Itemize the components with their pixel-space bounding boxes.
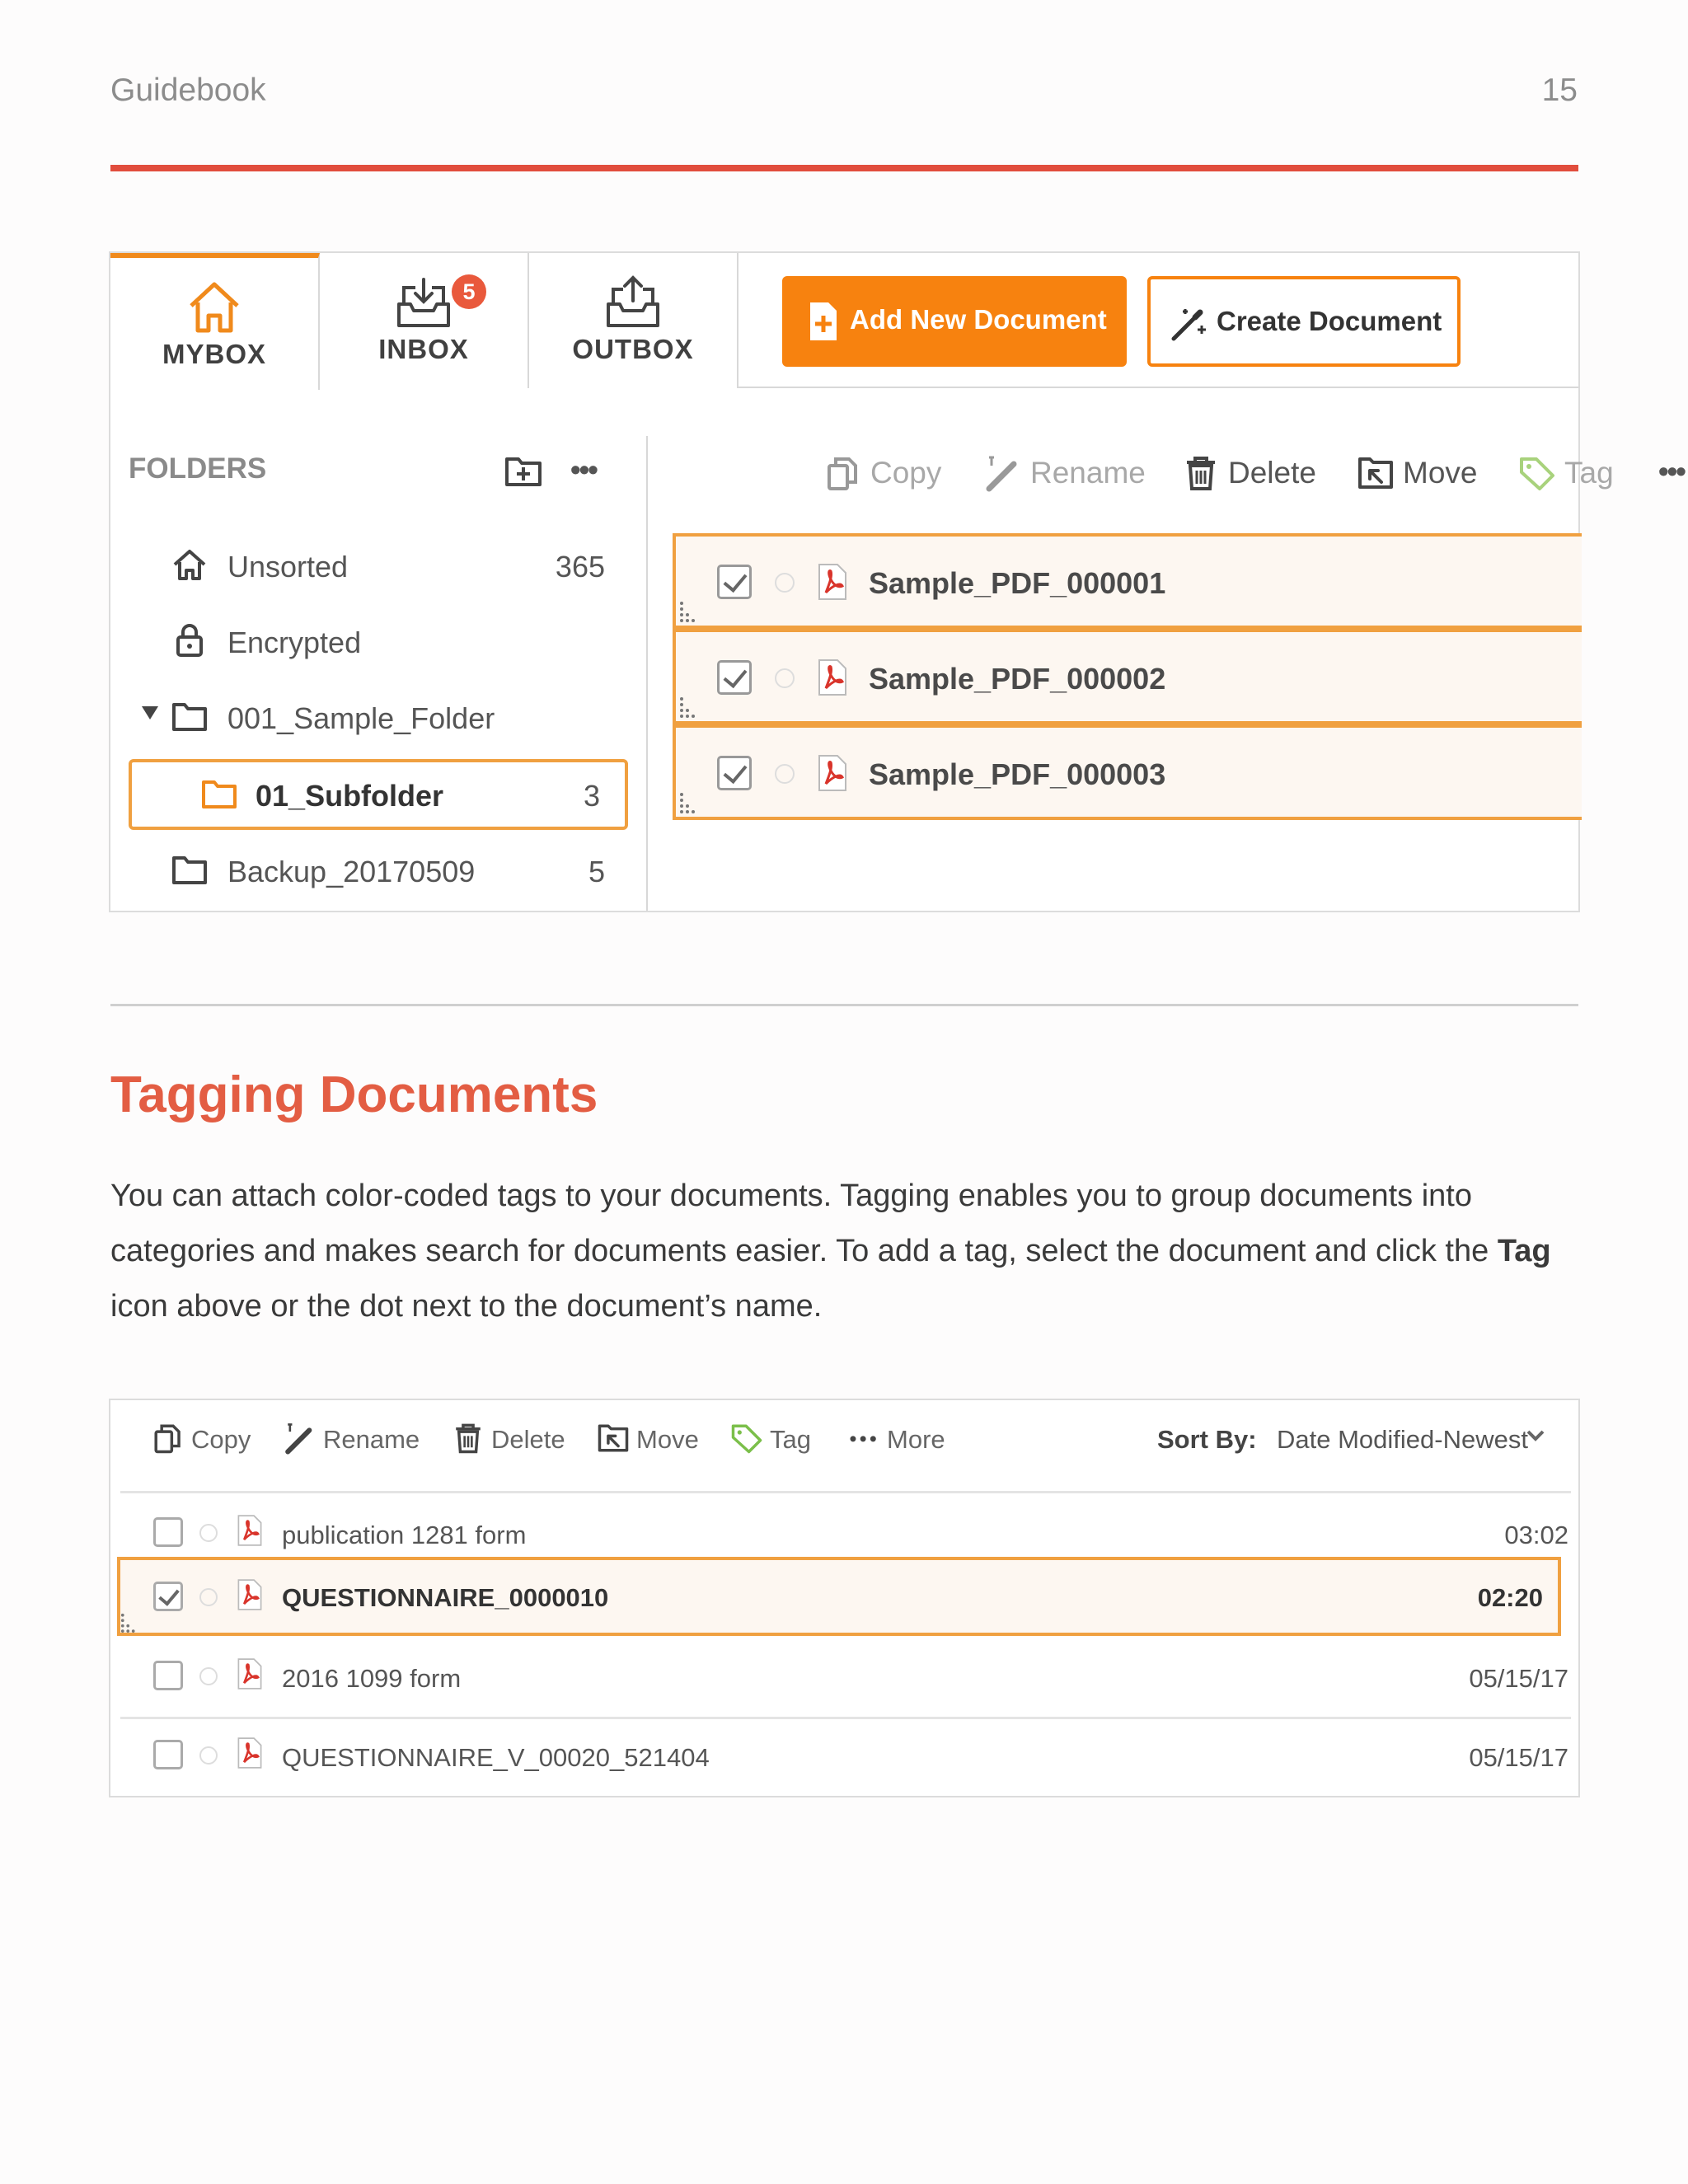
trash-icon — [452, 1422, 485, 1455]
tag-dot[interactable] — [775, 573, 795, 593]
magic-wand-icon — [1170, 304, 1208, 342]
lock-icon — [171, 624, 208, 657]
move-icon — [1357, 454, 1395, 492]
copy-icon — [824, 454, 862, 492]
drag-handle-icon[interactable] — [679, 792, 701, 813]
tag-label: Tag — [770, 1425, 811, 1454]
rename-label: Rename — [323, 1425, 420, 1454]
copy-label: Copy — [191, 1425, 251, 1454]
folder-count: 5 — [588, 855, 605, 888]
tag-dot[interactable] — [775, 764, 795, 784]
document-checkbox[interactable] — [717, 660, 752, 695]
add-new-document-button[interactable] — [782, 276, 1127, 367]
folder-label: 001_Sample_Folder — [227, 701, 495, 735]
tag-dot[interactable] — [775, 668, 795, 688]
delete-label: Delete — [491, 1425, 565, 1454]
inbox-badge: 5 — [452, 274, 486, 309]
document-row[interactable] — [673, 724, 1582, 820]
more-button[interactable]: ••• — [1658, 454, 1685, 488]
app-screenshot-mybox — [109, 251, 1685, 912]
folder-count: 365 — [555, 550, 605, 583]
document-date: 05/15/17 — [1469, 1664, 1568, 1693]
document-row[interactable] — [673, 533, 1582, 629]
pencil-icon — [284, 1422, 316, 1455]
document-row-selected[interactable] — [117, 1557, 1561, 1636]
drag-handle-icon[interactable] — [679, 696, 701, 718]
move-icon — [597, 1422, 630, 1455]
new-folder-icon[interactable] — [504, 452, 542, 487]
tag-dot[interactable] — [199, 1588, 218, 1606]
folder-item-001-sample-folder[interactable] — [110, 687, 646, 752]
copy-label: Copy — [870, 456, 942, 490]
section-divider — [110, 1004, 1578, 1006]
rename-label: Rename — [1030, 456, 1146, 490]
pdf-icon — [236, 1657, 264, 1690]
inbox-download-icon — [392, 271, 455, 334]
folders-pane — [110, 436, 648, 911]
folders-title: FOLDERS — [129, 452, 267, 485]
paragraph-text: You can attach color-coded tags to your documents. Tagging enables you to group documents into categories and makes search for documents easier. To add a tag, select the document and click the — [110, 1179, 1498, 1268]
drag-handle-icon[interactable] — [120, 1613, 140, 1633]
pdf-icon — [816, 754, 849, 792]
document-checkbox[interactable] — [153, 1661, 183, 1690]
copy-icon — [152, 1422, 185, 1455]
tab-mybox[interactable] — [110, 253, 320, 390]
document-name: Sample_PDF_000001 — [869, 566, 1166, 600]
tab-inbox[interactable] — [320, 253, 529, 388]
create-button-label: Create Document — [1217, 306, 1442, 336]
create-document-button[interactable] — [1147, 276, 1461, 367]
pdf-icon — [236, 1578, 264, 1611]
document-row[interactable] — [110, 1718, 1580, 1797]
document-name: 2016 1099 form — [282, 1664, 462, 1693]
document-name: QUESTIONNAIRE_V_00020_521404 — [282, 1743, 710, 1772]
tab-bar — [110, 253, 1578, 388]
document-toolbar — [110, 1400, 1578, 1491]
folder-item-01-subfolder[interactable] — [129, 759, 628, 830]
tag-dot[interactable] — [199, 1746, 218, 1765]
folder-label: Backup_20170509 — [227, 855, 476, 888]
page-header — [110, 73, 1578, 114]
folder-count: 3 — [583, 779, 600, 813]
sort-dropdown[interactable]: Date Modified-Newest — [1277, 1425, 1528, 1454]
folder-icon — [171, 853, 208, 886]
delete-label: Delete — [1228, 456, 1316, 490]
sort-label: Sort By: — [1157, 1425, 1257, 1454]
document-name: publication 1281 form — [282, 1521, 527, 1549]
move-label: Move — [1403, 456, 1478, 490]
folder-icon — [201, 777, 237, 810]
pdf-icon — [236, 1514, 264, 1547]
folder-label: Encrypted — [227, 626, 362, 659]
document-toolbar — [687, 436, 1685, 518]
pdf-icon — [816, 658, 849, 696]
pdf-icon — [236, 1736, 264, 1769]
pencil-icon — [984, 454, 1022, 492]
tab-outbox[interactable] — [529, 253, 738, 388]
document-checkbox[interactable] — [153, 1517, 183, 1547]
more-label: More — [887, 1425, 945, 1454]
section-paragraph — [110, 1169, 1586, 1334]
tab-label: OUTBOX — [572, 334, 694, 364]
document-date: 03:02 — [1504, 1521, 1568, 1549]
tag-icon — [730, 1422, 763, 1455]
folders-more-button[interactable]: ••• — [570, 452, 597, 486]
row-divider — [120, 1491, 1571, 1493]
document-name: QUESTIONNAIRE_0000010 — [282, 1583, 609, 1612]
trash-icon — [1182, 454, 1220, 492]
expand-caret-icon[interactable] — [142, 706, 158, 719]
drag-handle-icon[interactable] — [679, 601, 701, 622]
folder-item-encrypted[interactable] — [110, 611, 646, 677]
document-checkbox[interactable] — [153, 1582, 183, 1611]
tag-dot[interactable] — [199, 1667, 218, 1685]
document-row[interactable] — [673, 629, 1582, 724]
folder-icon — [171, 700, 208, 733]
app-screenshot-tagging — [109, 1399, 1580, 1797]
add-button-label: Add New Document — [850, 304, 1107, 335]
section-heading: Tagging Documents — [110, 1066, 598, 1123]
document-checkbox[interactable] — [717, 756, 752, 790]
folder-label: 01_Subfolder — [256, 779, 444, 813]
chevron-down-icon[interactable] — [1525, 1425, 1546, 1446]
paragraph-bold-tag: Tag — [1497, 1234, 1551, 1268]
document-checkbox[interactable] — [717, 565, 752, 599]
tag-label: Tag — [1564, 456, 1614, 490]
document-checkbox[interactable] — [153, 1740, 183, 1769]
paragraph-text: icon above or the dot next to the document’s name. — [110, 1289, 823, 1324]
page-number: 15 — [1541, 73, 1578, 108]
tab-label: MYBOX — [162, 339, 266, 369]
document-row[interactable] — [110, 1639, 1580, 1718]
outbox-upload-icon — [602, 271, 664, 334]
document-date: 02:20 — [1477, 1583, 1543, 1612]
tag-icon — [1518, 454, 1556, 492]
document-name: Sample_PDF_000002 — [869, 662, 1166, 696]
header-title: Guidebook — [110, 73, 266, 108]
tag-dot[interactable] — [199, 1524, 218, 1542]
document-date: 05/15/17 — [1469, 1743, 1568, 1772]
home-icon — [171, 548, 208, 581]
pdf-icon — [816, 563, 849, 601]
folder-label: Unsorted — [227, 550, 349, 583]
folder-item-backup[interactable] — [110, 840, 646, 906]
tab-label: INBOX — [378, 334, 469, 364]
more-dots-icon — [847, 1422, 880, 1455]
document-name: Sample_PDF_000003 — [869, 757, 1166, 791]
home-icon — [183, 276, 246, 339]
move-label: Move — [636, 1425, 699, 1454]
header-rule — [110, 165, 1578, 171]
folder-item-unsorted[interactable] — [110, 535, 646, 601]
add-document-icon — [807, 301, 840, 342]
